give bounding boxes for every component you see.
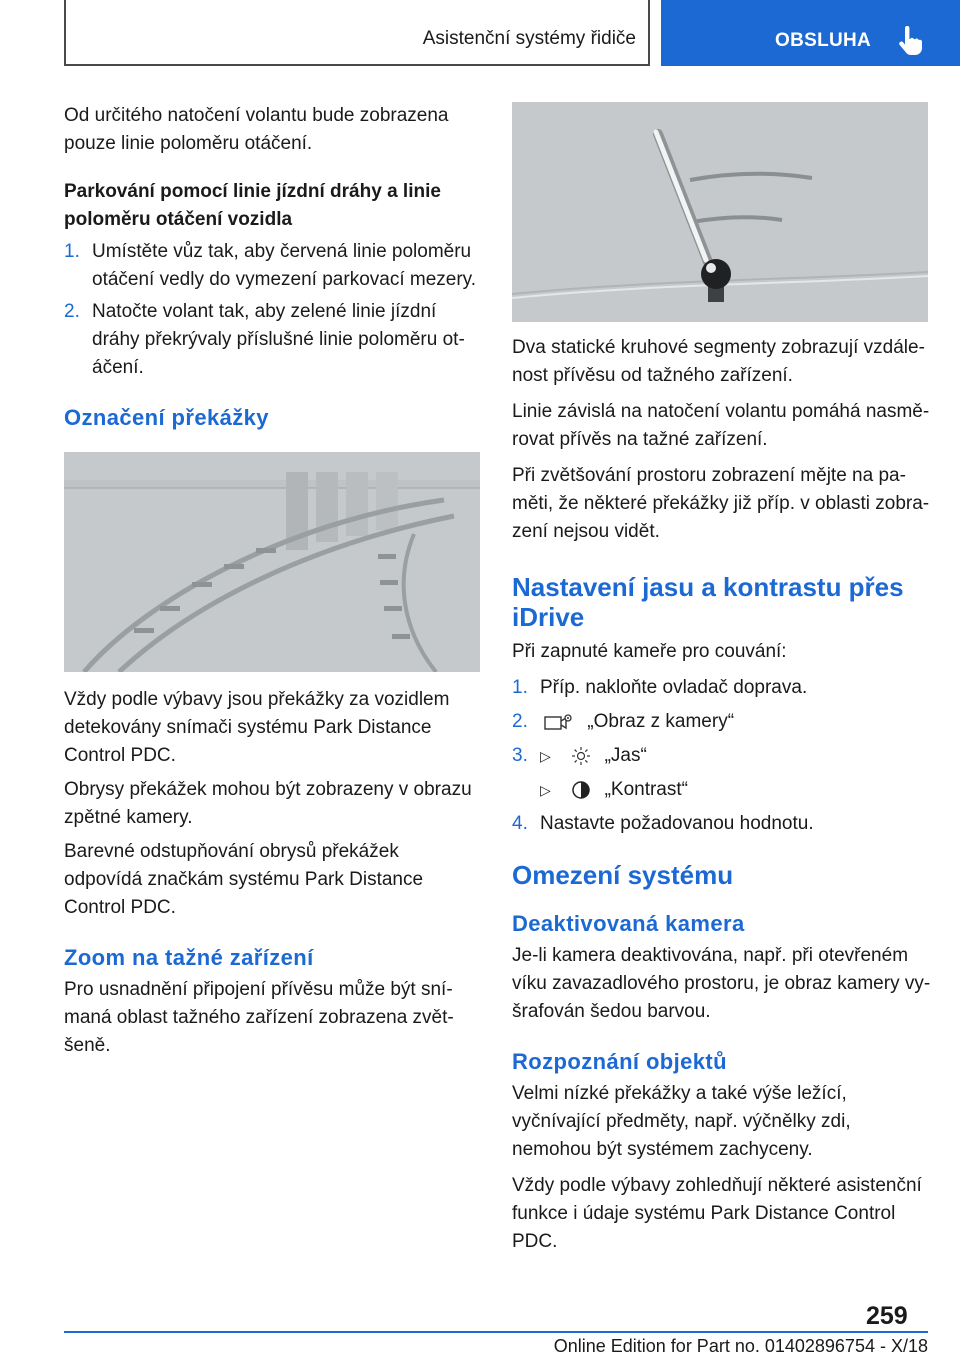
step-number: 1. — [512, 677, 528, 698]
obstacle-heading: Označení překážky — [64, 405, 269, 430]
hitch-camera-image — [512, 102, 928, 322]
contrast-icon — [571, 780, 591, 800]
parking-subheading: Parkování pomocí linie jízdní dráhy a linie poloměru otáčení vozidla — [64, 181, 441, 230]
list-item — [512, 776, 932, 804]
step-text: Nastavte požadovanou hodnotu. — [540, 813, 814, 834]
left-column — [64, 102, 482, 1060]
sun-icon — [571, 746, 591, 766]
brightness-heading: Nastavení jasu a kontrastu přes iDrive — [512, 572, 904, 632]
step-text: Umístěte vůz tak, aby červená linie poloměru otáčení vedly do vymezení parkovací mezery. — [92, 241, 477, 290]
header-chapter-title: OBSLUHA — [775, 30, 872, 51]
header-chapter-tab — [661, 0, 960, 66]
deactivated-paragraph: Je-li kamera deaktivována, např. při otevřeném víku zavazadlového prostoru, je obraz kamery vyšrafován šedou barvou. — [512, 945, 931, 1022]
right-column — [512, 102, 932, 1256]
step-number: 4. — [512, 813, 528, 834]
intro-paragraph: Od určitého natočení volantu bude zobrazena pouze linie poloměru otáčení. — [64, 105, 449, 154]
brightness-intro: Při zapnuté kameře pro couvání: — [512, 641, 787, 662]
limits-heading: Omezení systému — [512, 860, 734, 890]
header-section-title: Asistenční systémy řidiče — [422, 28, 636, 49]
detection-heading: Rozpoznání objektů — [512, 1049, 727, 1074]
step-text: Natočte volant tak, aby zelené linie jízdní dráhy překrývaly příslušné linie poloměru otáčení. — [92, 301, 465, 378]
list-item — [512, 674, 932, 702]
header-section-box — [64, 0, 650, 66]
triangle-arrow-icon: ▷ — [540, 748, 551, 764]
obstacle-paragraph-2: Obrysy překážek mohou být zobrazeny v obrazu zpětné kamery. — [64, 779, 472, 828]
detection-paragraph-2: Vždy podle výbavy zohledňují některé asistenční funkce i údaje systému Park Distance Control PDC. — [512, 1175, 922, 1252]
zoom-paragraph: Pro usnadnění připojení přívěsu může být snímaná oblast tažného zařízení zobrazena zvětšeně. — [64, 979, 454, 1056]
list-item — [512, 708, 932, 736]
hand-pointer-icon — [897, 26, 923, 56]
hitch-paragraph-3: Při zvětšování prostoru zobrazení mějte na paměti, že některé překážky již příp. v oblasti zobrazení nejsou vidět. — [512, 465, 930, 542]
step-text: „Jas“ — [604, 745, 647, 766]
list-item — [512, 810, 932, 838]
page-number: 259 — [866, 1302, 908, 1330]
triangle-arrow-icon: ▷ — [540, 782, 551, 798]
hitch-paragraph-2: Linie závislá na natočení volantu pomáhá nasměrovat přívěs na tažné zařízení. — [512, 401, 930, 450]
brightness-steps-list — [512, 674, 932, 838]
step-text: Příp. nakloňte ovladač doprava. — [540, 677, 808, 698]
zoom-heading: Zoom na tažné zařízení — [64, 945, 314, 970]
hitch-paragraph-1: Dva statické kruhové segmenty zobrazují vzdálenost přívěsu od tažného zařízení. — [512, 337, 925, 386]
step-number: 1. — [64, 241, 80, 262]
camera-gear-icon — [544, 712, 574, 732]
footer-divider — [64, 1331, 928, 1333]
obstacle-camera-image — [64, 452, 480, 672]
step-number: 3. — [512, 745, 528, 766]
step-number: 2. — [512, 711, 528, 732]
list-item — [64, 238, 482, 294]
parking-steps-list — [64, 238, 482, 382]
step-number: 2. — [64, 301, 80, 322]
step-text: „Kontrast“ — [604, 779, 688, 800]
list-item — [64, 298, 482, 382]
obstacle-paragraph-3: Barevné odstupňování obrysů překážek odpovídá značkám systému Park Distance Control PDC. — [64, 841, 424, 918]
footer-edition: Online Edition for Part no. 01402896754 - X/18 — [553, 1336, 928, 1356]
list-item — [512, 742, 932, 770]
deactivated-heading: Deaktivovaná kamera — [512, 911, 745, 936]
detection-paragraph-1: Velmi nízké překážky a také výše ležící, vyčnívající předměty, např. výčnělky zdi, nemohou být systémem zachyceny. — [512, 1083, 851, 1160]
step-text: „Obraz z kamery“ — [587, 711, 735, 732]
obstacle-paragraph-1: Vždy podle výbavy jsou překážky za vozidlem detekovány snímači systému Park Distance Control PDC. — [64, 689, 450, 766]
